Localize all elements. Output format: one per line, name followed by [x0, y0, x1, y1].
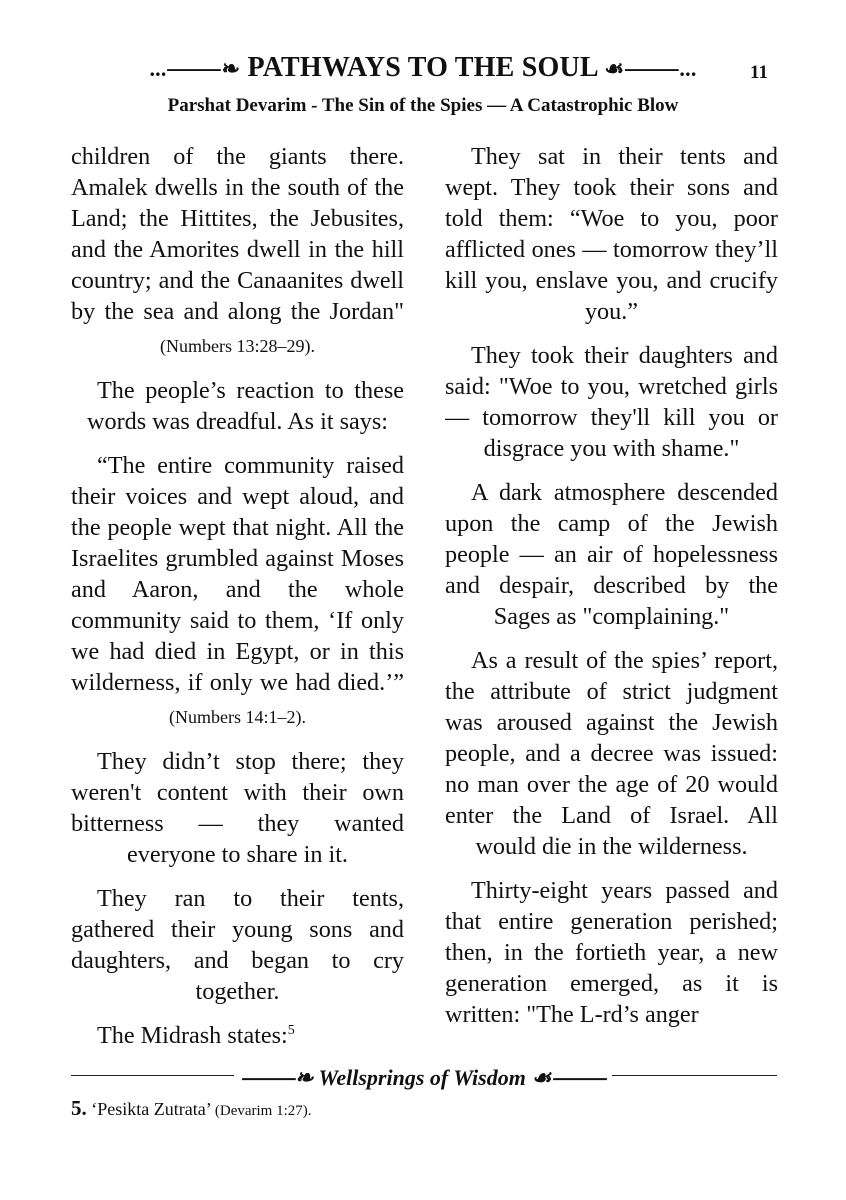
chapter-subtitle: Parshat Devarim - The Sin of the Spies — A Catastrophic Blow — [167, 95, 679, 116]
paragraph-text: “The entire community raised their voices and wept aloud, and the people wept that night. All the Israelites grumbled against Moses and Aaron, and the whole community said to them, ‘If only we had died in Egypt, or in this wilderness, if only we had died.’” — [71, 452, 404, 696]
running-footer — [0, 1061, 846, 1092]
left-column — [71, 141, 404, 1051]
paragraph — [71, 1020, 404, 1051]
paragraph: They didn’t stop there; they weren't content with their own bitterness — they wanted everyone to share in it. — [71, 748, 404, 868]
footnote-number: 5. — [71, 1096, 87, 1120]
paragraph: Thirty-eight years passed and that entire generation perished; then, in the fortieth year, a new generation emerged, as it is written: "The L-rd’s anger — [445, 877, 778, 1028]
paragraph-text: The Midrash states: — [97, 1022, 288, 1049]
paragraph: They ran to their tents, gathered their young sons and daughters, and began to cry together. — [71, 885, 404, 1005]
footnote-source: (Devarim 1:27). — [214, 1103, 312, 1119]
paragraph: A dark atmosphere descended upon the camp of the Jewish people — an air of hopelessness and despair, described by the Sages as "complaining." — [445, 479, 778, 630]
paragraph: They took their daughters and said: "Woe to you, wretched girls — tomorrow they'll kill you or disgrace you with shame." — [445, 342, 778, 462]
page-number: 11 — [750, 62, 768, 83]
footnote — [71, 1096, 312, 1121]
footnote-ref-link[interactable]: 5 — [287, 1022, 295, 1038]
ornament-left-icon: ...⸻❧ — [149, 56, 241, 81]
running-header — [0, 52, 846, 84]
book-title: PATHWAYS TO THE SOUL — [247, 52, 598, 83]
right-column — [445, 141, 778, 1051]
footer-ornament-right-icon: ☙⸻ — [531, 1065, 606, 1090]
paragraph — [71, 141, 404, 362]
citation: (Numbers 13:28–29). — [160, 336, 315, 356]
footer-title: Wellsprings of Wisdom — [318, 1065, 526, 1090]
paragraph: They sat in their tents and wept. They took their sons and told them: “Woe to you, poor afflicted ones — tomorrow they’ll kill you, enslave you, and crucify you.” — [445, 143, 778, 325]
footer-ornament-left-icon: ⸻❧ — [240, 1065, 314, 1090]
quote-paragraph — [71, 450, 404, 733]
paragraph: The people’s reaction to these words was dreadful. As it says: — [87, 377, 404, 435]
citation: (Numbers 14:1–2). — [169, 707, 306, 727]
footnote-text: ‘Pesikta Zutrata’ — [91, 1099, 211, 1119]
paragraph: As a result of the spies’ report, the attribute of strict judgment was aroused against the Jewish people, and a decree was issued: no man over the age of 20 would enter the Land of Israel. All would die in the wilderness. — [445, 647, 778, 860]
paragraph-text: children of the giants there. Amalek dwells in the south of the Land; the Hittites, the Jebusites, and the Amorites dwell in the hill country; and the Canaanites dwell by the sea and along the Jordan" — [71, 143, 404, 325]
ornament-right-icon: ☙⸻... — [604, 56, 697, 81]
